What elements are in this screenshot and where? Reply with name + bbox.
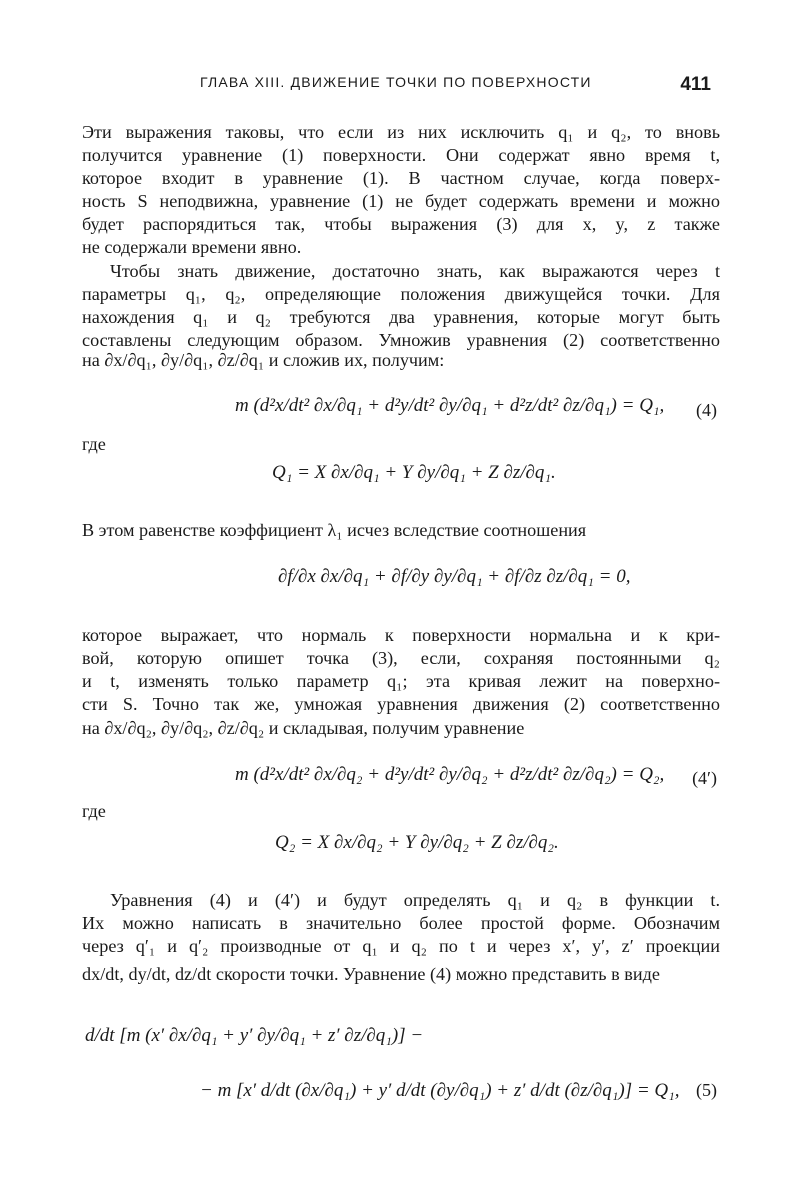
equation-number-4: (4) — [696, 400, 717, 420]
text-line: сти S. Точно так же, умножая уравнения движения (2) соответственно — [82, 694, 720, 714]
text-line: Уравнения (4) и (4′) и будут определять q₁ и q₂ в функции t. — [110, 890, 720, 910]
equation-4: m (d²x/dt² ∂x/∂q₁ + d²y/dt² ∂y/∂q₁ + d²z/dt² ∂z/∂q₁) = Q₁, — [235, 395, 665, 416]
text-line: не содержали времени явно. — [82, 237, 302, 257]
text-line: параметры q₁, q₂, определяющие положения движущейся точки. Для — [82, 284, 720, 304]
equation-Q1: Q₁ = X ∂x/∂q₁ + Y ∂y/∂q₁ + Z ∂z/∂q₁. — [272, 462, 556, 483]
text-line: составлены следующим образом. Умножив уравнения (2) соответственно — [82, 330, 720, 350]
text-line: нахождения q₁ и q₂ требуются два уравнения, которые могут быть — [82, 307, 720, 327]
equation-5-line-1: d/dt [m (x′ ∂x/∂q₁ + y′ ∂y/∂q₁ + z′ ∂z/∂q₁)] − — [85, 1025, 424, 1046]
text-line: Эти выражения таковы, что если из них исключить q₁ и q₂, то вновь — [82, 122, 720, 142]
equation-orthogonality: ∂f/∂x ∂x/∂q₁ + ∂f/∂y ∂y/∂q₁ + ∂f/∂z ∂z/∂q₁ = 0, — [278, 566, 631, 587]
text-line: получится уравнение (1) поверхности. Они содержат явно время t, — [82, 145, 720, 165]
text-line: на ∂x/∂q₂, ∂y/∂q₂, ∂z/∂q₂ и складывая, получим уравнение — [82, 718, 525, 738]
text-line: ность S неподвижна, уравнение (1) не будет содержать времени и можно — [82, 191, 720, 211]
text-line: через q′₁ и q′₂ производные от q₁ и q₂ по t и через x′, y′, z′ проекции — [82, 936, 720, 956]
text-line: которое выражает, что нормаль к поверхности нормальна и к кри- — [82, 625, 720, 645]
equation-number-4-prime: (4′) — [692, 768, 717, 788]
text-line: на ∂x/∂q₁, ∂y/∂q₁, ∂z/∂q₁ и сложив их, получим: — [82, 350, 445, 370]
equation-number-5: (5) — [696, 1080, 717, 1100]
equation-4-prime: m (d²x/dt² ∂x/∂q₂ + d²y/dt² ∂y/∂q₂ + d²z/dt² ∂z/∂q₂) = Q₂, — [235, 764, 665, 785]
text-line: Их можно написать в значительно более простой форме. Обозначим — [82, 913, 720, 933]
text-line: dx/dt, dy/dt, dz/dt скорости точки. Уравнение (4) можно представить в виде — [82, 964, 660, 984]
equation-5-line-2: − m [x′ d/dt (∂x/∂q₁) + y′ d/dt (∂y/∂q₁) + z′ d/dt (∂z/∂q₁)] = Q₁, — [200, 1080, 680, 1101]
text-line: которое входит в уравнение (1). В частном случае, когда поверх- — [82, 168, 720, 188]
page-number: 411 — [680, 74, 711, 95]
text-line: вой, которую опишет точка (3), если, сохраняя постоянными q₂ — [82, 648, 720, 668]
text-line: где — [82, 434, 106, 454]
equation-Q2: Q₂ = X ∂x/∂q₂ + Y ∂y/∂q₂ + Z ∂z/∂q₂. — [275, 832, 559, 853]
running-title: ГЛАВА XIII. ДВИЖЕНИЕ ТОЧКИ ПО ПОВЕРХНОСТИ — [200, 74, 592, 90]
text-line: будет распорядиться так, чтобы выражения (3) для x, y, z также — [82, 214, 720, 234]
text-line: Чтобы знать движение, достаточно знать, как выражаются через t — [110, 261, 720, 281]
text-line: В этом равенстве коэффициент λ₁ исчез вследствие соотношения — [82, 520, 587, 540]
text-line: и t, изменять только параметр q₁; эта кривая лежит на поверхно- — [82, 671, 720, 691]
text-line: где — [82, 801, 106, 821]
